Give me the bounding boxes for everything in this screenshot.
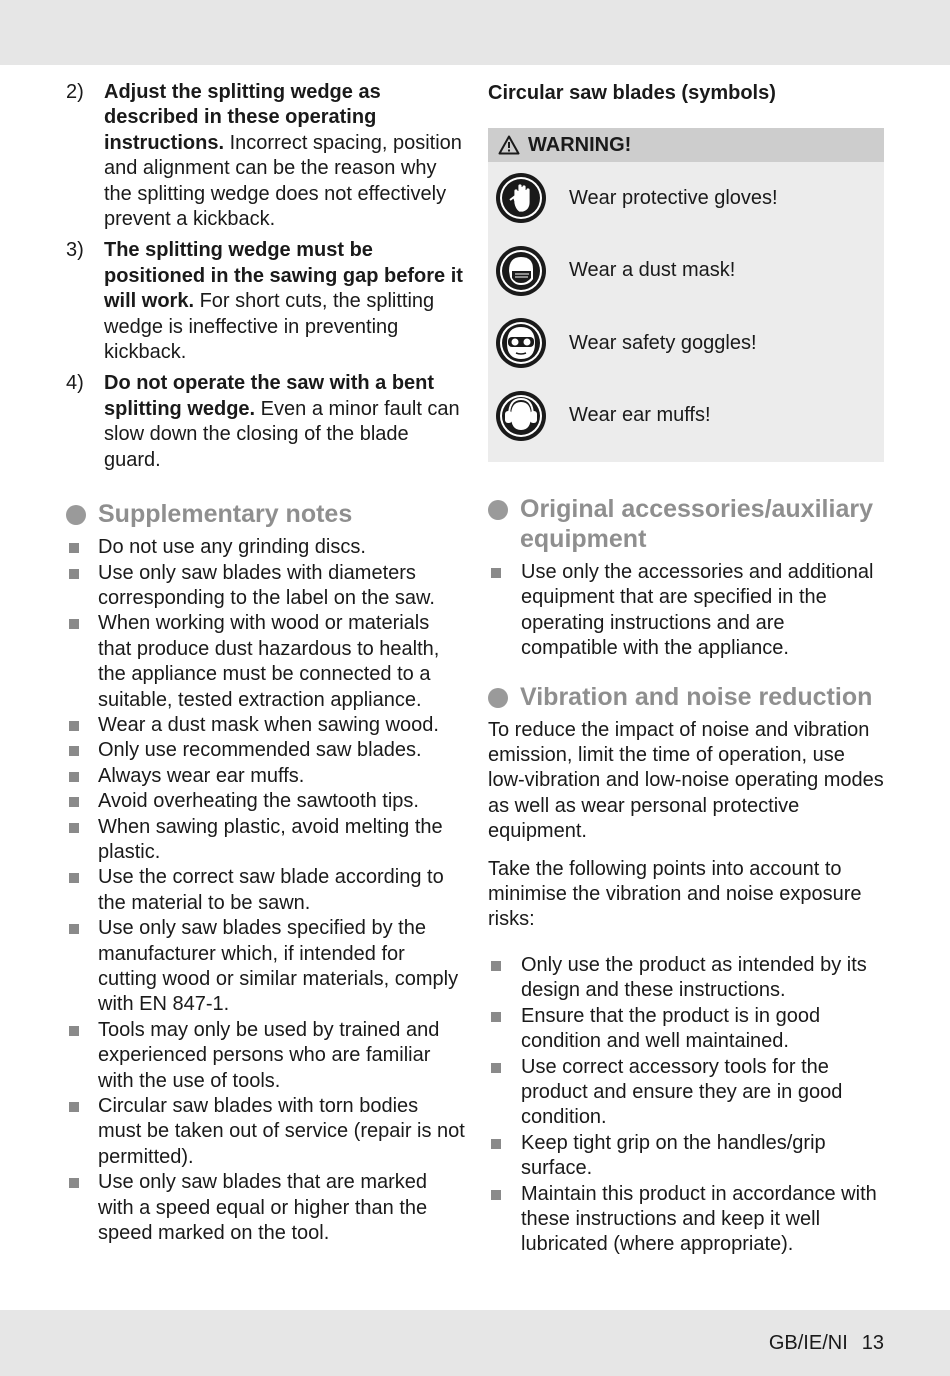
symbol-text: Wear a dust mask! xyxy=(569,259,736,282)
symbol-text: Wear ear muffs! xyxy=(569,404,711,427)
step-text: Incorrect spacing, position and alignment can be the reason why the splitting wedge does not effectively prevent a kickback. xyxy=(104,131,462,231)
right-column xyxy=(488,80,886,1258)
warning-box xyxy=(488,128,884,462)
warning-label: WARNING! xyxy=(528,133,632,156)
supplementary-list xyxy=(66,535,466,1246)
vibration-paragraph: Take the following points into account to minimise the vibration and noise exposure risks: xyxy=(488,857,862,931)
square-bullet-icon xyxy=(491,1012,501,1022)
list-item-text: When working with wood or materials that produce dust hazardous to health, the appliance must be connected to a suitable, tested extraction appliance. xyxy=(98,612,440,711)
vibration-paragraph: To reduce the impact of noise and vibration emission, limit the time of operation, use low-vibration and low-noise operating modes as well as wear personal protective equipment. xyxy=(488,718,884,843)
page-footer xyxy=(769,1332,884,1355)
bullet-dot-icon xyxy=(66,505,86,525)
square-bullet-icon xyxy=(69,569,79,579)
square-bullet-icon xyxy=(69,619,79,629)
symbol-text: Wear safety goggles! xyxy=(569,331,757,354)
dust-mask-icon xyxy=(495,245,547,297)
list-item xyxy=(66,1018,466,1094)
square-bullet-icon xyxy=(69,1178,79,1188)
symbols-title: Circular saw blades (symbols) xyxy=(488,82,776,104)
square-bullet-icon xyxy=(69,873,79,883)
step-item xyxy=(66,238,466,365)
square-bullet-icon xyxy=(69,797,79,807)
warning-triangle-icon xyxy=(498,135,520,155)
list-item-text: Maintain this product in accordance with these instructions and keep it well lubricated (where appropriate). xyxy=(521,1182,877,1256)
list-item-text: Use only saw blades with diameters corresponding to the label on the saw. xyxy=(98,561,435,609)
square-bullet-icon xyxy=(69,823,79,833)
region-code: GB/IE/NI xyxy=(768,1332,848,1354)
gloves-icon xyxy=(495,172,547,224)
bullet-dot-icon xyxy=(488,688,508,708)
list-item xyxy=(66,916,466,1018)
section-title: Original accessories/auxiliary equipment xyxy=(520,495,873,553)
list-item-text: Use the correct saw blade according to the material to be sawn. xyxy=(98,866,444,914)
list-item-text: Wear a dust mask when sawing wood. xyxy=(98,713,439,736)
step-text: Even a minor fault can slow down the closing of the blade guard. xyxy=(104,397,460,471)
list-item-text: Always wear ear muffs. xyxy=(98,764,305,787)
step-number: 4) xyxy=(66,372,84,395)
list-item xyxy=(66,815,466,866)
list-item-text: Use correct accessory tools for the product and ensure they are in good condition. xyxy=(521,1055,843,1129)
list-item xyxy=(488,1055,886,1131)
step-number: 3) xyxy=(66,239,84,262)
list-item-text: Circular saw blades with torn bodies must be taken out of service (repair is not permitted). xyxy=(98,1095,465,1168)
list-item xyxy=(66,535,466,560)
step-bold-text: Adjust the splitting wedge as described in these operating instructions. xyxy=(104,81,381,154)
list-item xyxy=(488,953,886,1004)
supplementary-heading xyxy=(66,499,466,529)
step-number: 2) xyxy=(66,81,84,103)
list-item-text: Only use the product as intended by its design and these instructions. xyxy=(521,953,867,1002)
symbol-row xyxy=(488,380,884,453)
list-item xyxy=(66,789,466,814)
accessories-heading xyxy=(488,494,886,554)
list-item-text: Avoid overheating the sawtooth tips. xyxy=(98,790,419,813)
symbol-row xyxy=(488,235,884,308)
list-item xyxy=(66,611,466,713)
square-bullet-icon xyxy=(69,1026,79,1036)
square-bullet-icon xyxy=(491,1139,501,1149)
section-title: Vibration and noise reduction xyxy=(520,682,873,711)
page-number: 13 xyxy=(861,1332,884,1354)
step-item xyxy=(66,371,466,473)
list-item-text: When sawing plastic, avoid melting the plastic. xyxy=(98,815,443,863)
list-item xyxy=(488,560,886,662)
vibration-heading xyxy=(488,682,886,712)
section-title: Supplementary notes xyxy=(98,500,353,529)
list-item xyxy=(488,1131,886,1182)
symbol-row xyxy=(488,162,884,235)
square-bullet-icon xyxy=(69,746,79,756)
top-band xyxy=(0,0,950,65)
step-item xyxy=(66,80,466,232)
symbol-row xyxy=(488,307,884,380)
list-item xyxy=(66,561,466,612)
warning-header xyxy=(488,128,884,162)
numbered-steps xyxy=(66,80,466,473)
list-item-text: Only use recommended saw blades. xyxy=(98,739,422,762)
accessories-list xyxy=(488,560,886,662)
square-bullet-icon xyxy=(491,1063,501,1073)
square-bullet-icon xyxy=(69,543,79,553)
list-item-text: Use only saw blades specified by the manufacturer which, if intended for cutting wood or similar materials, comply with EN 847-1. xyxy=(98,917,459,1016)
vibration-list xyxy=(488,953,886,1258)
square-bullet-icon xyxy=(69,1102,79,1112)
symbol-text: Wear protective gloves! xyxy=(569,186,778,209)
list-item-text: Tools may only be used by trained and experienced persons who are familiar with the use of tools. xyxy=(98,1018,440,1092)
step-bold-text: The splitting wedge must be positioned in the sawing gap before it will work. xyxy=(104,239,463,313)
list-item xyxy=(66,738,466,763)
list-item xyxy=(66,764,466,789)
list-item xyxy=(488,1182,886,1258)
list-item xyxy=(66,1170,466,1246)
ear-muffs-icon xyxy=(495,390,547,442)
list-item xyxy=(66,865,466,916)
step-bold-text: Do not operate the saw with a bent splitting wedge. xyxy=(104,372,435,420)
square-bullet-icon xyxy=(69,924,79,934)
list-item-text: Ensure that the product is in good condition and well maintained. xyxy=(521,1004,821,1053)
left-column xyxy=(66,80,466,1246)
list-item-text: Keep tight grip on the handles/grip surface. xyxy=(521,1131,826,1180)
list-item xyxy=(488,1004,886,1055)
list-item xyxy=(66,713,466,738)
bullet-dot-icon xyxy=(488,500,508,520)
square-bullet-icon xyxy=(491,1190,501,1200)
safety-goggles-icon xyxy=(495,317,547,369)
square-bullet-icon xyxy=(491,568,501,578)
list-item-text: Do not use any grinding discs. xyxy=(98,536,366,559)
list-item xyxy=(66,1094,466,1170)
list-item-text: Use only saw blades that are marked with a speed equal or higher than the speed marked on the tool. xyxy=(98,1171,428,1245)
step-text: For short cuts, the splitting wedge is ineffective in preventing kickback. xyxy=(104,290,435,364)
square-bullet-icon xyxy=(491,961,501,971)
square-bullet-icon xyxy=(69,772,79,782)
square-bullet-icon xyxy=(69,721,79,731)
list-item-text: Use only the accessories and additional equipment that are specified in the operating instructions and are compatible with the appliance. xyxy=(521,561,874,660)
